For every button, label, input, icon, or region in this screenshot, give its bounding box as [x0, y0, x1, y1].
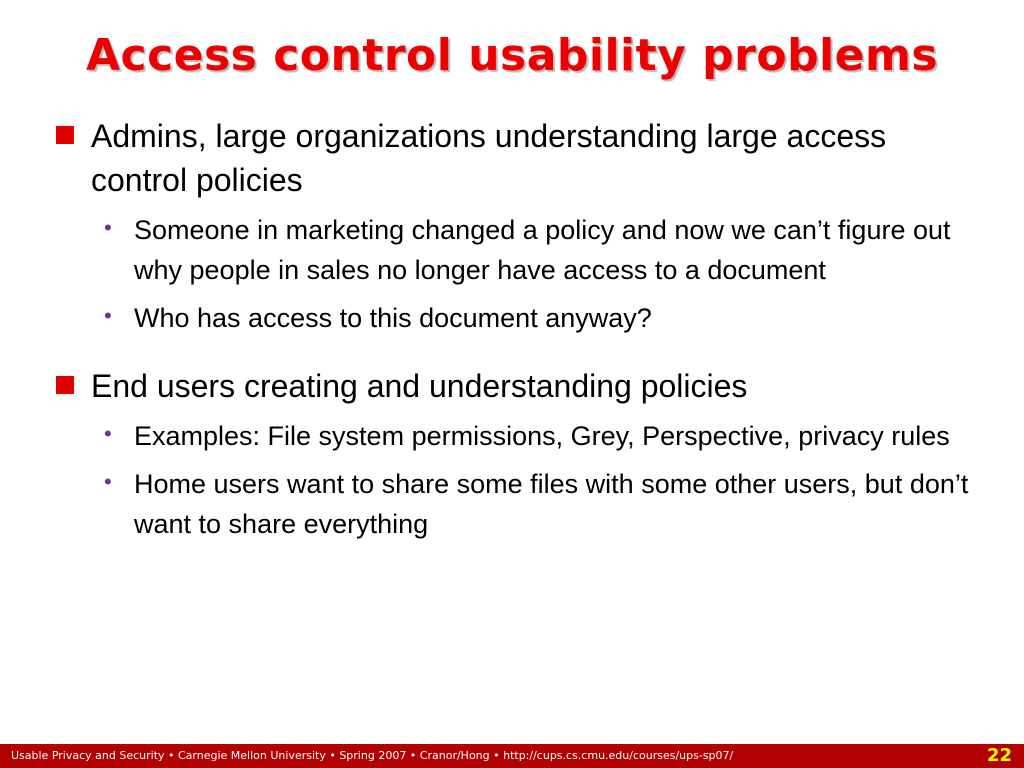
bullet-item [56, 114, 986, 202]
sub-bullet-text: Examples: File system permissions, Grey, Perspective, privacy rules [134, 421, 950, 451]
sub-bullet-text: Who has access to this document anyway? [134, 303, 652, 333]
sub-bullet-text: Home users want to share some files with some other users, but don’t want to share everything [134, 469, 969, 539]
sub-bullet-item [104, 298, 986, 338]
footer-text: Usable Privacy and Security • Carnegie Mellon University • Spring 2007 • Cranor/Hong • http://cups.cs.cmu.edu/courses/ups-sp07/ [11, 749, 734, 762]
sub-bullet-item [104, 464, 986, 544]
page-number: 22 [986, 745, 1012, 766]
square-bullet-icon [56, 126, 74, 144]
sub-bullet-item [104, 416, 986, 456]
dot-bullet-icon: • [104, 303, 112, 328]
dot-bullet-icon: • [104, 215, 112, 240]
slide-content [56, 114, 986, 544]
bullet-text: End users creating and understanding policies [91, 368, 748, 404]
footer-bar [0, 744, 1024, 768]
slide-title: Access control usability problems [85, 30, 939, 81]
sub-bullet-text: Someone in marketing changed a policy and now we can’t figure out why people in sales no longer have access to a document [134, 215, 951, 285]
square-bullet-icon [56, 376, 74, 394]
sub-bullet-item [104, 210, 986, 290]
dot-bullet-icon: • [104, 469, 112, 494]
bullet-item [56, 364, 986, 408]
bullet-text: Admins, large organizations understanding large access control policies [91, 118, 887, 198]
dot-bullet-icon: • [104, 421, 112, 446]
